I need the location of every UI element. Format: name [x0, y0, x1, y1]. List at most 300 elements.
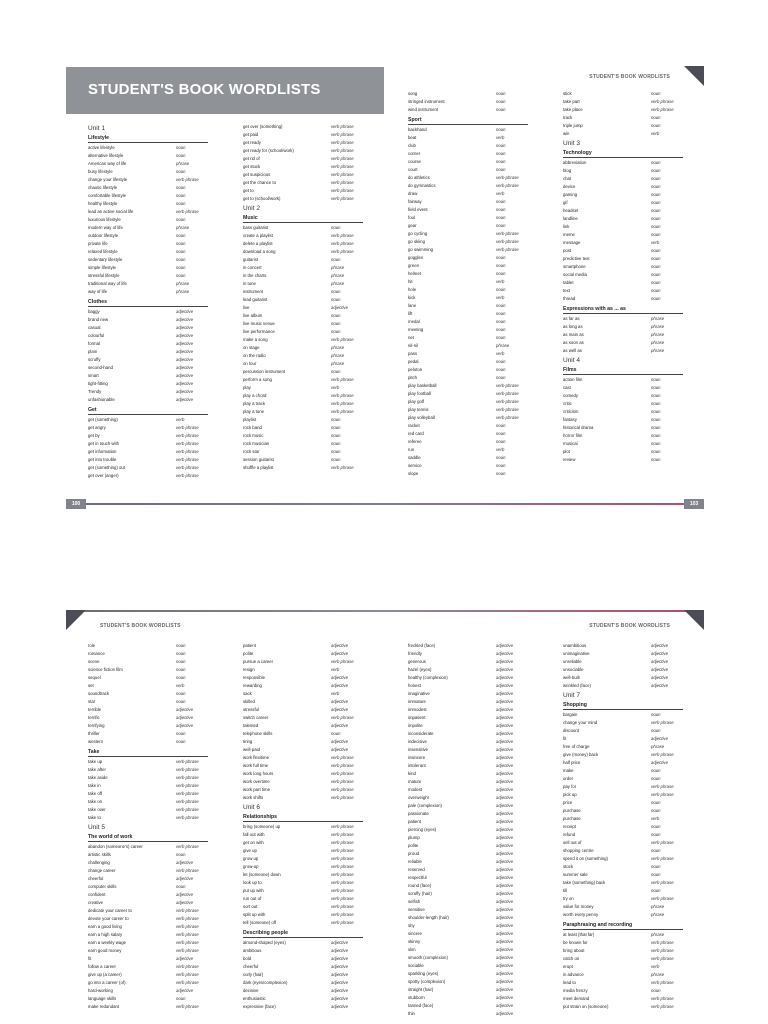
entry-word: download a song — [243, 249, 276, 254]
wordlist-entry — [88, 987, 228, 995]
entry-part-of-speech: adjective — [496, 851, 513, 856]
wordlist-entry — [563, 255, 703, 263]
wordlist-entry — [563, 191, 703, 199]
entry-part-of-speech: verb — [331, 667, 340, 672]
wordlist-entry — [243, 722, 383, 730]
entry-part-of-speech: verb — [496, 447, 505, 452]
wordlist-column-2 — [243, 123, 383, 472]
entry-part-of-speech: verb phrase — [176, 940, 199, 945]
entry-word: romance — [88, 651, 105, 656]
entry-word: polite — [408, 843, 419, 848]
entry-part-of-speech: noun — [651, 417, 661, 422]
entry-word: patient — [243, 643, 256, 648]
entry-part-of-speech: verb phrase — [176, 425, 199, 430]
wordlist-entry — [88, 995, 228, 1003]
entry-word: active lifestyle — [88, 145, 115, 150]
entry-word: colourful — [88, 333, 105, 338]
wordlist-entry — [563, 440, 703, 448]
entry-word: guitarist — [243, 257, 259, 262]
wordlist-entry — [88, 758, 228, 766]
wordlist-entry — [243, 400, 383, 408]
wordlist-entry — [243, 658, 383, 666]
wordlist-entry — [88, 280, 228, 288]
wordlist-entry — [88, 774, 228, 782]
entry-part-of-speech: adjective — [496, 659, 513, 664]
entry-word: western — [88, 739, 104, 744]
wordlist-entry — [563, 207, 703, 215]
wordlist-entry — [563, 315, 703, 323]
entry-word: impatient — [408, 715, 426, 720]
wordlist-entry — [563, 271, 703, 279]
wordlist-entry — [88, 192, 228, 200]
entry-word: unimaginative — [563, 651, 590, 656]
wordlist-entry — [563, 727, 703, 735]
entry-word: review — [563, 457, 576, 462]
wordlist-entry — [88, 979, 228, 987]
wordlist-entry — [408, 906, 548, 914]
wordlist-entry — [88, 931, 228, 939]
entry-part-of-speech: adjective — [176, 707, 193, 712]
entry-word: immature — [408, 699, 426, 704]
entry-word: play golf — [408, 399, 425, 404]
entry-part-of-speech: noun — [651, 160, 661, 165]
entry-word: get ready — [243, 140, 261, 145]
wordlist-entry — [408, 834, 548, 842]
entry-word: lead to — [563, 980, 576, 985]
wordlist-entry — [88, 658, 228, 666]
wordlist-entry — [563, 682, 703, 690]
unit-heading: Unit 6 — [243, 804, 260, 811]
wordlist-entry — [88, 843, 228, 851]
entry-part-of-speech: noun — [496, 463, 506, 468]
entry-part-of-speech: adjective — [331, 988, 348, 993]
entry-word: do gymnastics — [408, 183, 436, 188]
entry-word: discount — [563, 728, 580, 733]
entry-word: on tour — [243, 361, 257, 366]
entry-word: pass — [408, 351, 418, 356]
wordlist-entry — [563, 879, 703, 887]
entry-part-of-speech: verb — [496, 135, 505, 140]
wordlist-entry — [408, 794, 548, 802]
entry-word: pay for — [563, 784, 577, 789]
entry-word: curly (hair) — [243, 972, 264, 977]
wordlist-entry — [88, 232, 228, 240]
wordlist-column-2 — [243, 642, 383, 1011]
entry-part-of-speech: noun — [651, 872, 661, 877]
entry-part-of-speech: phrase — [176, 225, 190, 230]
entry-word: change career — [88, 868, 116, 873]
entry-word: kick — [408, 295, 416, 300]
entry-part-of-speech: noun — [651, 192, 661, 197]
entry-word: free of charge — [563, 744, 590, 749]
wordlist-entry — [563, 231, 703, 239]
wordlist-entry — [408, 690, 548, 698]
wordlist-column-3 — [408, 642, 548, 1018]
wordlist-entry — [408, 1002, 548, 1010]
wordlist-entry — [408, 970, 548, 978]
wordlist-entry — [408, 930, 548, 938]
entry-part-of-speech: adjective — [331, 948, 348, 953]
entry-part-of-speech: verb phrase — [331, 180, 354, 185]
wordlist-entry — [408, 238, 548, 246]
wordlist-entry — [88, 380, 228, 388]
entry-word: enthusiastic — [243, 996, 266, 1001]
wordlist-entry — [408, 106, 548, 114]
entry-part-of-speech: verb phrase — [331, 840, 354, 845]
wordlist-entry — [88, 388, 228, 396]
entry-word: unambitious — [563, 643, 587, 648]
entry-part-of-speech: phrase — [331, 273, 345, 278]
entry-word: work flexitime — [243, 755, 270, 760]
wordlist-entry — [408, 802, 548, 810]
entry-word: work overtime — [243, 779, 270, 784]
wordlist-entry — [563, 711, 703, 719]
entry-word: percussion instrument — [243, 369, 286, 374]
wordlist-entry — [563, 347, 703, 355]
entry-word: on stage — [243, 345, 260, 350]
entry-word: confident — [88, 892, 106, 897]
wordlist-entry — [243, 240, 383, 248]
entry-word: straight (hair) — [408, 987, 434, 992]
entry-part-of-speech: adjective — [496, 723, 513, 728]
entry-word: beat — [408, 135, 417, 140]
entry-part-of-speech: verb phrase — [331, 912, 354, 917]
wordlist-entry — [563, 807, 703, 815]
entry-part-of-speech: adjective — [496, 963, 513, 968]
entry-word: spend it on (something) — [563, 856, 608, 861]
wordlist-entry — [243, 187, 383, 195]
entry-part-of-speech: phrase — [651, 316, 665, 321]
wordlist-entry — [408, 858, 548, 866]
unit-heading: Unit 7 — [563, 692, 580, 699]
wordlist-entry — [563, 903, 703, 911]
section-heading: Describing people — [243, 930, 363, 938]
wordlist-entry — [408, 374, 548, 382]
wordlist-entry — [408, 946, 548, 954]
entry-word: take part — [563, 99, 580, 104]
entry-part-of-speech: noun — [496, 303, 506, 308]
entry-word: simple lifestyle — [88, 265, 116, 270]
entry-word: get paid — [243, 132, 259, 137]
entry-word: musical — [563, 441, 578, 446]
entry-word: get into trouble — [88, 457, 117, 462]
entry-part-of-speech: verb phrase — [176, 177, 199, 182]
entry-part-of-speech: noun — [176, 691, 186, 696]
entry-word: baggy — [88, 309, 100, 314]
wordlist-entry — [88, 782, 228, 790]
entry-part-of-speech: adjective — [176, 381, 193, 386]
entry-part-of-speech: verb phrase — [176, 775, 199, 780]
entry-word: hard-working — [88, 988, 113, 993]
wordlist-entry — [563, 931, 703, 939]
entry-word: challenging — [88, 860, 110, 865]
entry-part-of-speech: noun — [651, 824, 661, 829]
entry-word: gif — [563, 200, 568, 205]
entry-word: gaming — [563, 192, 578, 197]
wordlist-entry — [88, 448, 228, 456]
wordlist-entry — [563, 183, 703, 191]
section-heading: Music — [243, 215, 363, 223]
entry-part-of-speech: noun — [651, 288, 661, 293]
entry-part-of-speech: phrase — [176, 289, 190, 294]
wordlist-entry — [243, 256, 383, 264]
entry-word: club — [408, 143, 416, 148]
entry-part-of-speech: noun — [651, 264, 661, 269]
wordlist-entry — [88, 883, 228, 891]
entry-part-of-speech: noun — [651, 115, 661, 120]
entry-part-of-speech: verb phrase — [176, 972, 199, 977]
wordlist-entry — [563, 114, 703, 122]
entry-word: hazel (eyes) — [408, 667, 432, 672]
entry-part-of-speech: phrase — [331, 265, 345, 270]
wordlist-entry — [408, 954, 548, 962]
entry-part-of-speech: noun — [176, 249, 186, 254]
entry-part-of-speech: verb phrase — [176, 433, 199, 438]
wordlist-entry — [243, 778, 383, 786]
entry-word: get to (school/work) — [243, 196, 281, 201]
entry-word: tanned (face) — [408, 1003, 434, 1008]
entry-part-of-speech: verb phrase — [331, 824, 354, 829]
wordlist-entry — [243, 939, 383, 947]
entry-part-of-speech: noun — [651, 728, 661, 733]
entry-word: decisive — [243, 988, 259, 993]
entry-part-of-speech: verb phrase — [331, 241, 354, 246]
entry-word: get the chance to — [243, 180, 276, 185]
entry-word: unsociable — [563, 667, 584, 672]
entry-part-of-speech: noun — [496, 319, 506, 324]
wordlist-entry — [408, 994, 548, 1002]
entry-word: skilled — [243, 699, 255, 704]
wordlist-entry — [243, 464, 383, 472]
entry-part-of-speech: noun — [651, 888, 661, 893]
entry-word: terrific — [88, 715, 100, 720]
entry-part-of-speech: verb phrase — [176, 807, 199, 812]
entry-word: go cycling — [408, 231, 428, 236]
entry-word: thread — [563, 296, 576, 301]
wordlist-entry — [408, 454, 548, 462]
wordlist-entry — [243, 895, 383, 903]
entry-word: star — [88, 699, 96, 704]
wordlist-entry — [563, 432, 703, 440]
entry-part-of-speech: noun — [651, 168, 661, 173]
entry-word: saddle — [408, 455, 421, 460]
entry-part-of-speech: adjective — [331, 707, 348, 712]
entry-part-of-speech: adjective — [176, 309, 193, 314]
entry-word: insincere — [408, 755, 426, 760]
entry-word: shopping centre — [563, 848, 594, 853]
entry-word: terrible — [88, 707, 102, 712]
entry-word: change your lifestyle — [88, 177, 128, 182]
wordlist-entry — [563, 331, 703, 339]
entry-part-of-speech: verb phrase — [176, 844, 199, 849]
entry-part-of-speech: phrase — [176, 161, 190, 166]
entry-part-of-speech: adjective — [176, 333, 193, 338]
wordlist-entry — [243, 955, 383, 963]
wordlist-entry — [243, 440, 383, 448]
entry-part-of-speech: verb phrase — [331, 872, 354, 877]
entry-word: get information — [88, 449, 117, 454]
entry-part-of-speech: verb phrase — [651, 948, 674, 953]
entry-part-of-speech: verb phrase — [651, 940, 674, 945]
entry-part-of-speech: noun — [176, 241, 186, 246]
entry-word: stock — [563, 864, 574, 869]
entry-word: soundtrack — [88, 691, 110, 696]
entry-part-of-speech: verb phrase — [331, 233, 354, 238]
wordlist-entry — [563, 815, 703, 823]
entry-word: spotty (complexion) — [408, 979, 446, 984]
entry-word: computer skills — [88, 884, 117, 889]
entry-part-of-speech: verb phrase — [496, 407, 519, 412]
wordlist-entry — [243, 831, 383, 839]
entry-part-of-speech: adjective — [496, 771, 513, 776]
entry-part-of-speech: noun — [176, 217, 186, 222]
entry-part-of-speech: noun — [331, 433, 341, 438]
entry-word: telephone skills — [243, 731, 273, 736]
wordlist-entry — [88, 963, 228, 971]
entry-part-of-speech: adjective — [331, 972, 348, 977]
wordlist-entry — [243, 288, 383, 296]
entry-part-of-speech: verb phrase — [176, 815, 199, 820]
wordlist-entry — [243, 730, 383, 738]
entry-word: artistic skills — [88, 852, 111, 857]
entry-word: take (something) back — [563, 880, 606, 885]
wordlist-entry — [408, 938, 548, 946]
wordlist-entry — [408, 206, 548, 214]
wordlist-entry — [563, 199, 703, 207]
wordlist-entry — [408, 406, 548, 414]
wordlist-entry — [243, 855, 383, 863]
entry-word: lead guitarist — [243, 297, 268, 302]
entry-part-of-speech: noun — [331, 321, 341, 326]
wordlist-entry — [243, 232, 383, 240]
wordlist-entry — [88, 160, 228, 168]
entry-word: role — [88, 643, 96, 648]
entry-part-of-speech: adjective — [331, 683, 348, 688]
entry-word: historical drama — [563, 425, 594, 430]
entry-word: as soon as — [563, 340, 584, 345]
wordlist-entry — [243, 312, 383, 320]
entry-part-of-speech: adjective — [496, 939, 513, 944]
wordlist-entry — [563, 963, 703, 971]
entry-word: do athletics — [408, 175, 430, 180]
entry-part-of-speech: verb phrase — [331, 920, 354, 925]
wordlist-entry — [243, 887, 383, 895]
entry-part-of-speech: noun — [176, 257, 186, 262]
entry-part-of-speech: noun — [651, 91, 661, 96]
entry-part-of-speech: noun — [176, 667, 186, 672]
wordlist-entry — [243, 432, 383, 440]
entry-word: take off — [88, 791, 103, 796]
wordlist-entry — [563, 408, 703, 416]
entry-part-of-speech: adjective — [496, 907, 513, 912]
entry-word: purchase — [563, 816, 581, 821]
entry-part-of-speech: adjective — [496, 883, 513, 888]
wordlist-entry — [563, 247, 703, 255]
entry-word: rock star — [243, 449, 260, 454]
wordlist-entry — [408, 150, 548, 158]
wordlist-entry — [243, 682, 383, 690]
wordlist-entry — [408, 286, 548, 294]
entry-part-of-speech: noun — [651, 377, 661, 382]
wordlist-entry — [243, 195, 383, 203]
wordlist-entry — [563, 239, 703, 247]
entry-word: plump — [408, 835, 420, 840]
wordlist-entry — [88, 722, 228, 730]
wordlist-entry — [563, 791, 703, 799]
wordlist-entry — [243, 786, 383, 794]
wordlist-entry — [408, 842, 548, 850]
entry-part-of-speech: noun — [331, 289, 341, 294]
entry-word: insensitive — [408, 747, 429, 752]
entry-part-of-speech: verb — [651, 240, 660, 245]
wordlist-entry — [243, 368, 383, 376]
entry-word: bass guitarist — [243, 225, 269, 230]
bottom-spread — [66, 610, 704, 1024]
entry-part-of-speech: noun — [651, 393, 661, 398]
entry-word: smartphone — [563, 264, 586, 269]
entry-word: reliable — [408, 859, 422, 864]
wordlist-entry — [88, 416, 228, 424]
entry-part-of-speech: noun — [496, 327, 506, 332]
entry-part-of-speech: verb phrase — [331, 337, 354, 342]
unit-heading: Unit 5 — [88, 824, 105, 831]
wordlist-entry — [563, 98, 703, 106]
wordlist-entry — [563, 642, 703, 650]
wordlist-entry — [243, 642, 383, 650]
entry-part-of-speech: adjective — [496, 811, 513, 816]
entry-part-of-speech: adjective — [331, 723, 348, 728]
entry-part-of-speech: adjective — [496, 1011, 513, 1016]
wordlist-entry — [88, 814, 228, 822]
wordlist-entry — [563, 831, 703, 839]
entry-part-of-speech: phrase — [651, 744, 665, 749]
entry-part-of-speech: verb phrase — [331, 188, 354, 193]
entry-part-of-speech: phrase — [651, 904, 665, 909]
entry-word: racket — [408, 423, 420, 428]
entry-part-of-speech: verb phrase — [176, 791, 199, 796]
wordlist-entry — [88, 947, 228, 955]
entry-word: sedentary lifestyle — [88, 257, 123, 262]
entry-part-of-speech: noun — [331, 449, 341, 454]
entry-part-of-speech: adjective — [651, 651, 668, 656]
entry-word: private life — [88, 241, 108, 246]
wordlist-entry — [243, 272, 383, 280]
entry-part-of-speech: adjective — [496, 691, 513, 696]
entry-part-of-speech: verb phrase — [331, 393, 354, 398]
wordlist-entry — [243, 424, 383, 432]
entry-word: pale (complexion) — [408, 803, 442, 808]
entry-word: get by — [88, 433, 100, 438]
entry-part-of-speech: verb phrase — [331, 888, 354, 893]
entry-part-of-speech: adjective — [331, 739, 348, 744]
entry-part-of-speech: adjective — [176, 357, 193, 362]
entry-part-of-speech: noun — [651, 988, 661, 993]
entry-word: win — [563, 131, 570, 136]
entry-word: play basketball — [408, 383, 437, 388]
wordlist-entry — [408, 978, 548, 986]
entry-word: chaotic lifestyle — [88, 185, 118, 190]
entry-word: work long hours — [243, 771, 274, 776]
entry-word: generous — [408, 659, 426, 664]
entry-part-of-speech: adjective — [651, 659, 668, 664]
entry-word: lead an active social life — [88, 209, 134, 214]
entry-word: set — [88, 683, 94, 688]
wordlist-entry — [563, 456, 703, 464]
entry-part-of-speech: verb phrase — [651, 856, 674, 861]
entry-word: fall out with — [243, 832, 265, 837]
wordlist-entry — [243, 131, 383, 139]
wordlist-entry — [563, 911, 703, 919]
